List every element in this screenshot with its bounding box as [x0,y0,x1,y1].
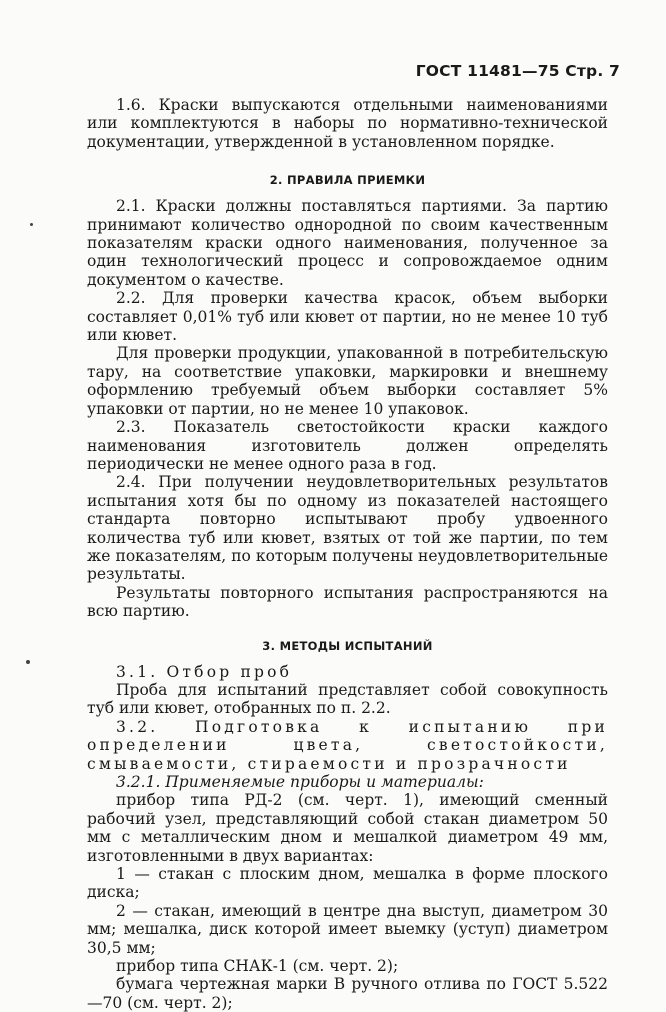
paragraph-variant-1: 1 — стакан с плоским дном, мешалка в форме плоского диска; [87,865,608,902]
paragraph-3-1-title: 3.1. Отбор проб [116,662,293,681]
section-3-heading: 3. МЕТОДЫ ИСПЫТАНИЙ [262,638,433,653]
paragraph-2-4-result: Результаты повторного испытания распространяются на всю партию. [87,583,608,621]
paragraph-2-4: 2.4. При получении неудовлетворительных результатов испытания хотя бы по одному из показателей настоящего стандарта повторно испытывают пробу удвоенного количества туб или кювет, взятых от той же партии, по тем же показателям, по которым получены неудовлетворительные результаты. [87,473,608,584]
paragraph-3-2-1 [87,773,608,791]
paragraph-3-2-1-text: 3.2.1. Применяемые приборы и материалы: [116,773,484,791]
paragraph-2-2-packaging: Для проверки продукции, упакованной в потребительскую тару, на соответствие упаковки, маркировки и внешнему оформлению требуемый объем выборки составляет 5% упаковки от партии, но не менее 10 упаковок. [87,344,608,418]
paragraph-2-1: 2.1. Краски должны поставляться партиями. За партию принимают количество однородной по своим качественным показателям краски одного наименования, полученное за один технологический процесс и сопровождаемое одним документом о качестве. [87,197,608,289]
scan-speck [30,223,33,226]
paragraph-device-snak: прибор типа СНАК-1 (см. черт. 2); [116,957,399,976]
paragraph-2-3: 2.3. Показатель светостойкости краски каждого наименования изготовитель должен определять периодически не менее одного раза в год. [87,418,608,473]
paragraph-variant-2: 2 — стакан, имеющий в центре дна выступ, диаметром 30 мм; мешалка, диск которой имеет выемку (уступ) диаметром 30,5 мм; [87,901,608,957]
page-header: ГОСТ 11481—75 Стр. 7 [415,62,620,80]
paragraph-3-1-body: Проба для испытаний представляет собой совокупность туб или кювет, отобранных по п. 2.2. [87,680,608,718]
paragraph-paper: бумага чертежная марки В ручного отлива по ГОСТ 5.522—70 (см. черт. 2); [87,975,608,1012]
paragraph-2-2: 2.2. Для проверки качества красок, объем выборки составляет 0,01% туб или кювет от партии, но не менее 10 туб или кювет. [87,289,608,345]
scan-speck [26,660,30,664]
paragraph-device-rd2: прибор типа РД-2 (см. черт. 1), имеющий сменный рабочий узел, представляющий собой стакан диаметром 50 мм с металлическим дном и мешалкой диаметром 49 мм, изготовленными в двух вариантах: [87,791,608,865]
paragraph-3-2: 3.2. Подготовка к испытанию при определении цвета, светостойкости, смываемости, стираемости и прозрачности [87,717,608,773]
section-2-heading: 2. ПРАВИЛА ПРИЕМКИ [269,173,426,188]
paragraph-1-6: 1.6. Краски выпускаются отдельными наименованиями или комплектуются в наборы по нормативно-технической документации, утвержденной в установленном порядке. [87,96,608,151]
document-body [87,96,608,1012]
